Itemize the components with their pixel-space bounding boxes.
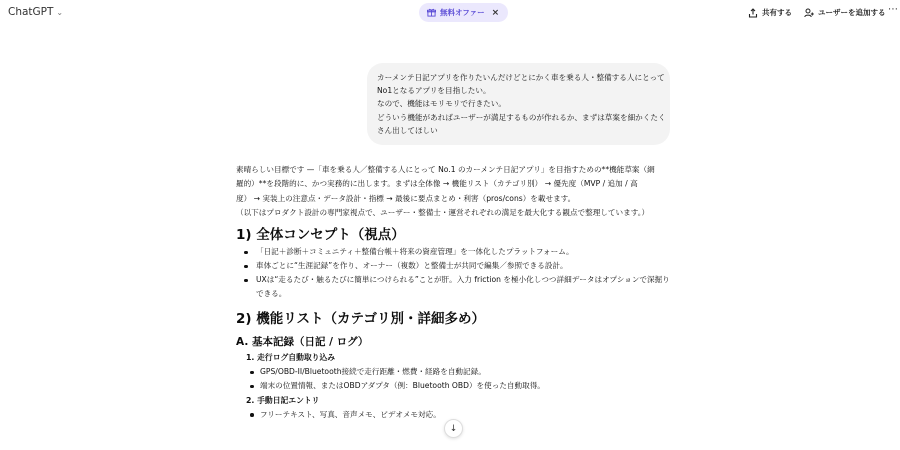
intro-line: 度） → 実装上の注意点・データ設計・指標 → 最後に要点まとめ・利害（pros/cons）を載せます。 [236,193,576,203]
section-heading: 2) 機能リスト（カテゴリ別・詳細多め） [236,311,485,328]
share-button[interactable] [748,7,792,18]
add-user-icon [804,8,814,18]
list-item: フリーテキスト、写真、音声メモ、ビデオメモ対応。 [236,408,672,422]
more-options-icon[interactable]: ⋯ [888,4,897,15]
list-item: 「日記＋診断＋コミュニティ＋整備台帳＋将来の資産管理」を一体化したプラットフォーム。 [236,245,672,259]
user-message-line: どういう機能があればユーザーが満足するものが作れるか、まずは草案を細かくたく [377,112,666,122]
assistant-intro [236,163,672,220]
sub-bullet-list [236,365,672,393]
chevron-down-icon: ⌄ [56,7,64,17]
intro-line: 素晴らしい目標です —「車を乗る人／整備する人にとって No.1 のカーメンテ日記アプリ」を目指すための**機能草案（網 [236,165,655,174]
close-icon[interactable]: × [491,7,500,18]
subsection-heading: A. 基本記録（日記 / ログ） [236,336,369,349]
share-label: 共有する [762,8,792,17]
list-item: 端末の位置情報、またはOBDアダプタ（例：Bluetooth OBD）を使った自動取得。 [236,379,672,393]
user-message-bubble [367,63,670,145]
assistant-message [236,163,672,422]
user-message-line: さん出してほしい [377,125,438,135]
intro-line: （以下はプロダクト設計の専門家視点で、ユーザー・整備士・運営それぞれの満足を最大化する観点で整理しています。） [236,207,650,217]
list-item: GPS/OBD-II/Bluetooth接続で走行距離・燃費・経路を自動記録。 [236,365,672,379]
add-user-button[interactable] [804,7,886,18]
list-item-continuation: できる。 [256,289,287,299]
arrow-down-icon: ↓ [449,423,458,434]
offer-label: 無料オファー [440,8,485,17]
list-item [236,273,672,301]
user-message-line: なので、機能はモリモリで行きたい。 [377,99,506,109]
share-icon [748,8,758,18]
add-user-label: ユーザーを追加する [818,8,886,17]
section-heading: 1) 全体コンセプト（視点） [236,227,405,244]
numbered-item-title: 2. 手動日記エントリ [246,395,320,405]
gift-icon [427,8,436,17]
model-selector[interactable] [8,6,63,18]
free-offer-pill[interactable] [419,3,508,22]
user-message-line: カーメンテ日記アプリを作りたいんだけどとにかく車を乗る人・整備する人にとって [377,73,665,82]
list-item-text: UXは“走るたび・触るたびに簡単につけられる”ことが肝。入力 friction を極小化しつつ詳細データはオプションで深掘り [256,275,670,285]
scroll-down-button[interactable] [444,419,463,438]
app-title-label: ChatGPT [8,6,54,18]
numbered-item-title: 1. 走行ログ自動取り込み [246,353,336,363]
list-item: 車体ごとに“生涯記録”を作り、オーナー（複数）と整備士が共同で編集／参照できる設計。 [236,259,672,273]
intro-line: 羅的）**を段階的に、かつ実務的に出します。まずは全体像 → 機能リスト（カテゴリ別） → 優先度（MVP / 追加 / 高 [236,179,638,189]
concept-bullet-list [236,245,672,301]
top-bar [0,0,900,26]
user-message-line: No1となるアプリを目指したい。 [377,86,491,96]
